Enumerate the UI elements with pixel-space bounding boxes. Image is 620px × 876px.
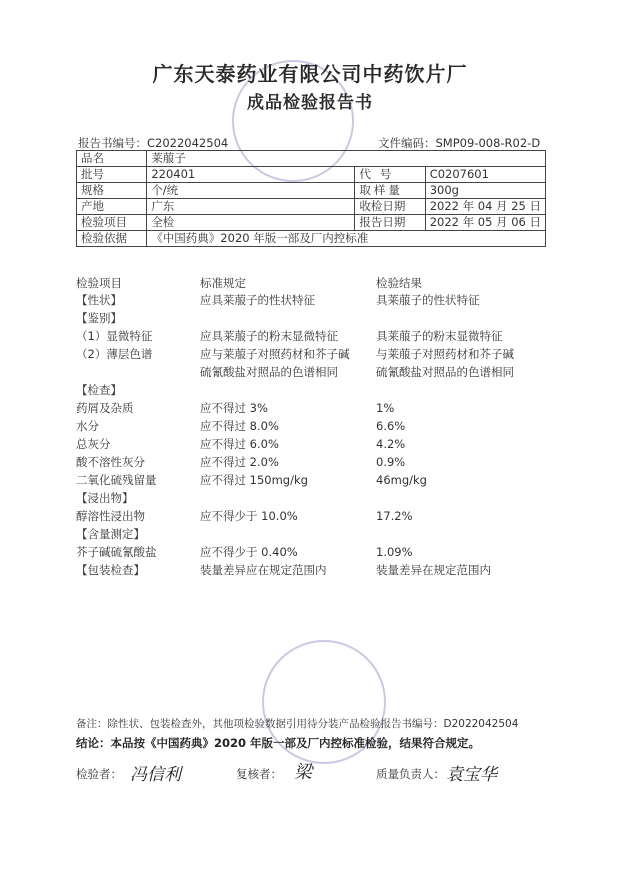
inspection-item-value: 全检 (147, 215, 355, 231)
sample-amount-label: 取样量 (355, 183, 425, 199)
origin-label: 产地 (77, 199, 147, 215)
result-standard: 应不得过 3% (200, 401, 268, 415)
result-standard: 应不得过 8.0% (200, 419, 279, 433)
result-value: 1% (376, 401, 395, 415)
inspector-signature: 冯信利 (130, 765, 181, 785)
result-value: 46mg/kg (376, 473, 427, 487)
result-item: 【鉴别】 (76, 311, 122, 325)
result-standard: 应与莱菔子对照药材和芥子碱 (200, 347, 350, 361)
result-row (76, 310, 546, 326)
result-row (76, 418, 546, 434)
result-value: 4.2% (376, 437, 406, 451)
result-standard: 应具莱菔子的性状特征 (200, 293, 315, 307)
result-value: 1.09% (376, 545, 413, 559)
result-row (76, 526, 546, 542)
result-row (76, 292, 546, 308)
result-item: 【性状】 (76, 293, 122, 307)
product-info-table (76, 150, 546, 247)
reviewer-signature: 梁 (294, 762, 312, 783)
result-item: 芥子碱硫氰酸盐 (76, 545, 157, 559)
result-item: 酸不溶性灰分 (76, 455, 145, 469)
result-standard: 装量差异应在规定范围内 (200, 563, 327, 577)
column-standard-header: 标准规定 (200, 276, 246, 290)
code-label: 代号 (355, 167, 425, 183)
result-standard: 应不得少于 0.40% (200, 545, 298, 559)
column-item-header: 检验项目 (76, 276, 122, 290)
result-row (76, 328, 546, 344)
result-row (76, 508, 546, 524)
result-row (76, 472, 546, 488)
result-row (76, 454, 546, 470)
batch-label: 批号 (77, 167, 147, 183)
document-title: 成品检验报告书 (247, 93, 373, 113)
qa-manager-signature: 袁宝华 (446, 765, 497, 785)
result-item: 总灰分 (76, 437, 111, 451)
result-item: 醇溶性浸出物 (76, 509, 145, 523)
result-row (76, 490, 546, 506)
result-item: 【含量测定】 (76, 527, 145, 541)
product-name-value: 莱菔子 (147, 151, 546, 167)
spec-label: 规格 (77, 183, 147, 199)
results-header (76, 275, 546, 291)
code-value: C0207601 (425, 167, 545, 183)
result-value: 17.2% (376, 509, 413, 523)
reviewer-label: 复核者： (236, 767, 282, 781)
sample-amount-value: 300g (425, 183, 545, 199)
result-value: 具莱菔子的性状特征 (376, 293, 480, 307)
product-name-label: 品名 (77, 151, 147, 167)
result-item: （1）显微特征 (76, 329, 153, 343)
result-item: 【检查】 (76, 383, 122, 397)
result-standard: 应不得过 150mg/kg (200, 473, 308, 487)
result-value: 装量差异在规定范围内 (376, 563, 491, 577)
conclusion: 结论：本品按《中国药典》2020 年版一部及厂内控标准检验，结果符合规定。 (76, 736, 481, 750)
company-name: 广东天泰药业有限公司中药饮片厂 (152, 62, 468, 86)
column-result-header: 检验结果 (376, 276, 422, 290)
result-standard: 应不得少于 10.0% (200, 509, 298, 523)
basis-label: 检验依据 (77, 231, 147, 247)
result-item: 【包装检查】 (76, 563, 145, 577)
result-row (76, 562, 546, 578)
inspector-label: 检验者： (76, 767, 122, 781)
result-item: 药屑及杂质 (76, 401, 134, 415)
result-row (76, 364, 546, 380)
result-item: 【浸出物】 (76, 491, 134, 505)
result-row (76, 544, 546, 560)
spec-value: 个/统 (147, 183, 355, 199)
result-standard: 应不得过 2.0% (200, 455, 279, 469)
result-standard: 硫氰酸盐对照品的色谱相同 (200, 365, 338, 379)
result-standard: 应不得过 6.0% (200, 437, 279, 451)
basis-value: 《中国药典》2020 年版一部及厂内控标准 (147, 231, 546, 247)
batch-value: 220401 (147, 167, 355, 183)
inspection-item-label: 检验项目 (77, 215, 147, 231)
qa-manager-label: 质量负责人： (376, 767, 445, 781)
result-row (76, 346, 546, 362)
received-date-label: 收检日期 (355, 199, 425, 215)
report-date-value: 2022 年 05 月 06 日 (425, 215, 545, 231)
result-row (76, 382, 546, 398)
result-value: 硫氰酸盐对照品的色谱相同 (376, 365, 514, 379)
result-item: 二氧化硫残留量 (76, 473, 157, 487)
result-value: 具莱菔子的粉末显微特征 (376, 329, 503, 343)
result-row (76, 436, 546, 452)
remark-note: 备注：除性状、包装检查外，其他项检验数据引用待分装产品检验报告书编号：D2022042504 (76, 718, 519, 730)
result-item: 水分 (76, 419, 99, 433)
result-item: （2）薄层色谱 (76, 347, 153, 361)
result-standard: 应具莱菔子的粉末显微特征 (200, 329, 338, 343)
report-date-label: 报告日期 (355, 215, 425, 231)
file-number: 文件编码：SMP09-008-R02-D (378, 136, 541, 150)
result-value: 0.9% (376, 455, 406, 469)
result-value: 与莱菔子对照药材和芥子碱 (376, 347, 514, 361)
report-number: 报告书编号：C2022042504 (78, 136, 229, 150)
origin-value: 广东 (147, 199, 355, 215)
received-date-value: 2022 年 04 月 25 日 (425, 199, 545, 215)
result-value: 6.6% (376, 419, 406, 433)
result-row (76, 400, 546, 416)
